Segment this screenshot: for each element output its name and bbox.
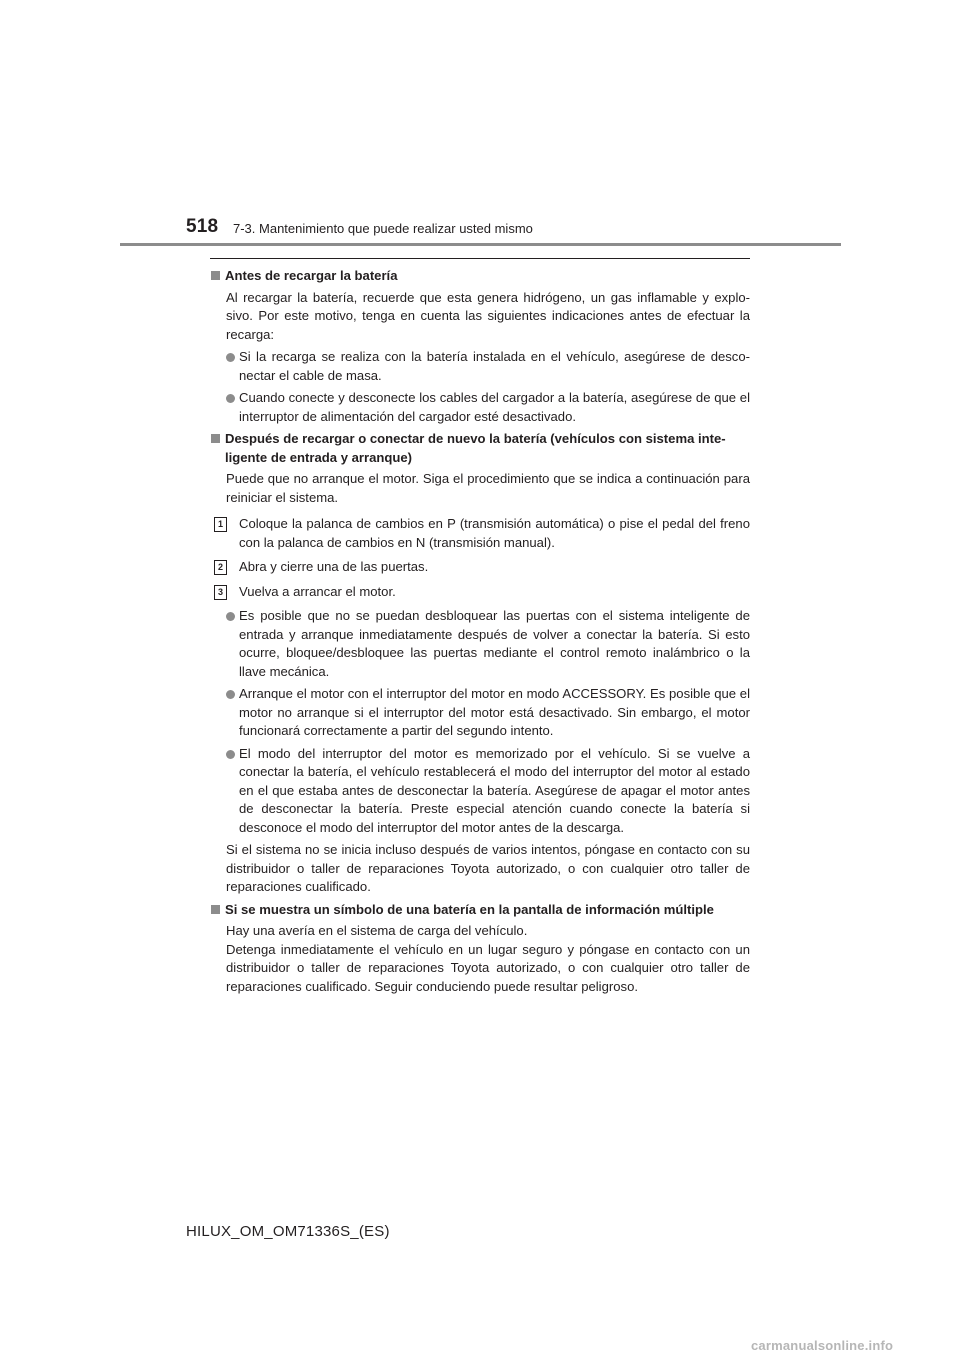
step-number-badge: 1 [214,517,227,532]
circle-bullet-icon [226,612,235,621]
circle-bullet-icon [226,353,235,362]
paragraph: Puede que no arranque el motor. Siga el procedimiento que se indica a continuación para reiniciar el sistema. [226,471,750,505]
step-number-badge: 3 [214,585,227,600]
bullet-item [210,745,750,838]
circle-bullet-icon [226,750,235,759]
bullet-item [210,348,750,385]
heading-after-recharge [210,430,750,467]
bullet-text: Arranque el motor con el interruptor del motor en modo ACCESSORY. Es posible que el motor no arranque si el interruptor del motor está desactivado. Sin embargo, el motor funcionará correctamente a partir del segundo intento. [239,686,750,738]
step-item [210,558,750,577]
step-text: Abra y cierre una de las puertas. [239,559,429,574]
heading-text: Antes de recargar la batería [225,268,398,283]
watermark: carmanualsonline.info [751,1338,894,1353]
header-rule [120,243,841,246]
circle-bullet-icon [226,394,235,403]
section-title: 7-3. Mantenimiento que puede realizar usted mismo [233,221,533,236]
circle-bullet-icon [226,690,235,699]
document-code: HILUX_OM_OM71336S_(ES) [186,1223,390,1240]
bullet-item [210,389,750,426]
square-bullet-icon [211,434,220,443]
step-text: Coloque la palanca de cambios en P (transmisión automática) o pise el pedal del freno con la palanca de cambios en N (transmisión manual). [239,516,750,550]
bullet-item [210,685,750,741]
page-content [210,258,750,1000]
paragraph: Hay una avería en el sistema de carga del vehículo. [226,923,528,938]
square-bullet-icon [211,271,220,280]
square-bullet-icon [211,905,220,914]
bullet-text: Cuando conecte y desconecte los cables del cargador a la batería, asegúrese de que el interruptor de alimentación del cargador esté desactivado. [239,390,750,424]
page-number: 518 [186,216,219,237]
bullet-text: Si la recarga se realiza con la batería instalada en el vehículo, asegúrese de desco-nectar el cable de masa. [239,349,750,383]
step-item [210,515,750,552]
step-item [210,583,750,602]
step-text: Vuelva a arrancar el motor. [239,583,396,599]
bullet-text: El modo del interruptor del motor es memorizado por el vehículo. Si se vuelve a conectar la batería, el vehículo restablecerá el modo del interruptor del motor al estado en el que estaba antes de desconectar la batería. Asegúrese de apagar el motor antes de desconectar la batería. Preste especial atención cuando conecte la batería si desconoce el modo del interruptor del motor antes de la descarga. [239,745,750,835]
paragraph: Detenga inmediatamente el vehículo en un lugar seguro y póngase en contacto con un distribuidor o taller de reparaciones Toyota autorizado, o con cualquier otro taller de reparaciones cualificado. Seguir conduciendo puede resultar peligroso. [226,941,750,994]
bullet-item [210,607,750,681]
paragraph: Si el sistema no se inicia incluso después de varios intentos, póngase en contacto con su distribuidor o taller de reparaciones Toyota autorizado, o con cualquier otro taller de reparaciones cualificado. [226,842,750,894]
heading-text: Después de recargar o conectar de nuevo la batería (vehículos con sistema inte-ligente de entrada y arranque) [225,431,726,465]
heading-before-recharge [210,267,750,286]
heading-battery-symbol [210,901,750,920]
bullet-text: Es posible que no se puedan desbloquear las puertas con el sistema inteligente de entrada y arranque inmediatamente después de volver a conectar la batería. Si esto ocurre, bloquee/desbloquee las puertas mediante el control remoto inalámbrico o la llave mecánica. [239,608,750,679]
paragraph: Al recargar la batería, recuerde que esta genera hidrógeno, un gas inflamable y explo-sivo. Por este motivo, tenga en cuenta las siguientes indicaciones antes de efectuar la recarga: [226,289,750,342]
heading-text: Si se muestra un símbolo de una batería en la pantalla de información múltiple [225,901,714,917]
step-number-badge: 2 [214,560,227,575]
